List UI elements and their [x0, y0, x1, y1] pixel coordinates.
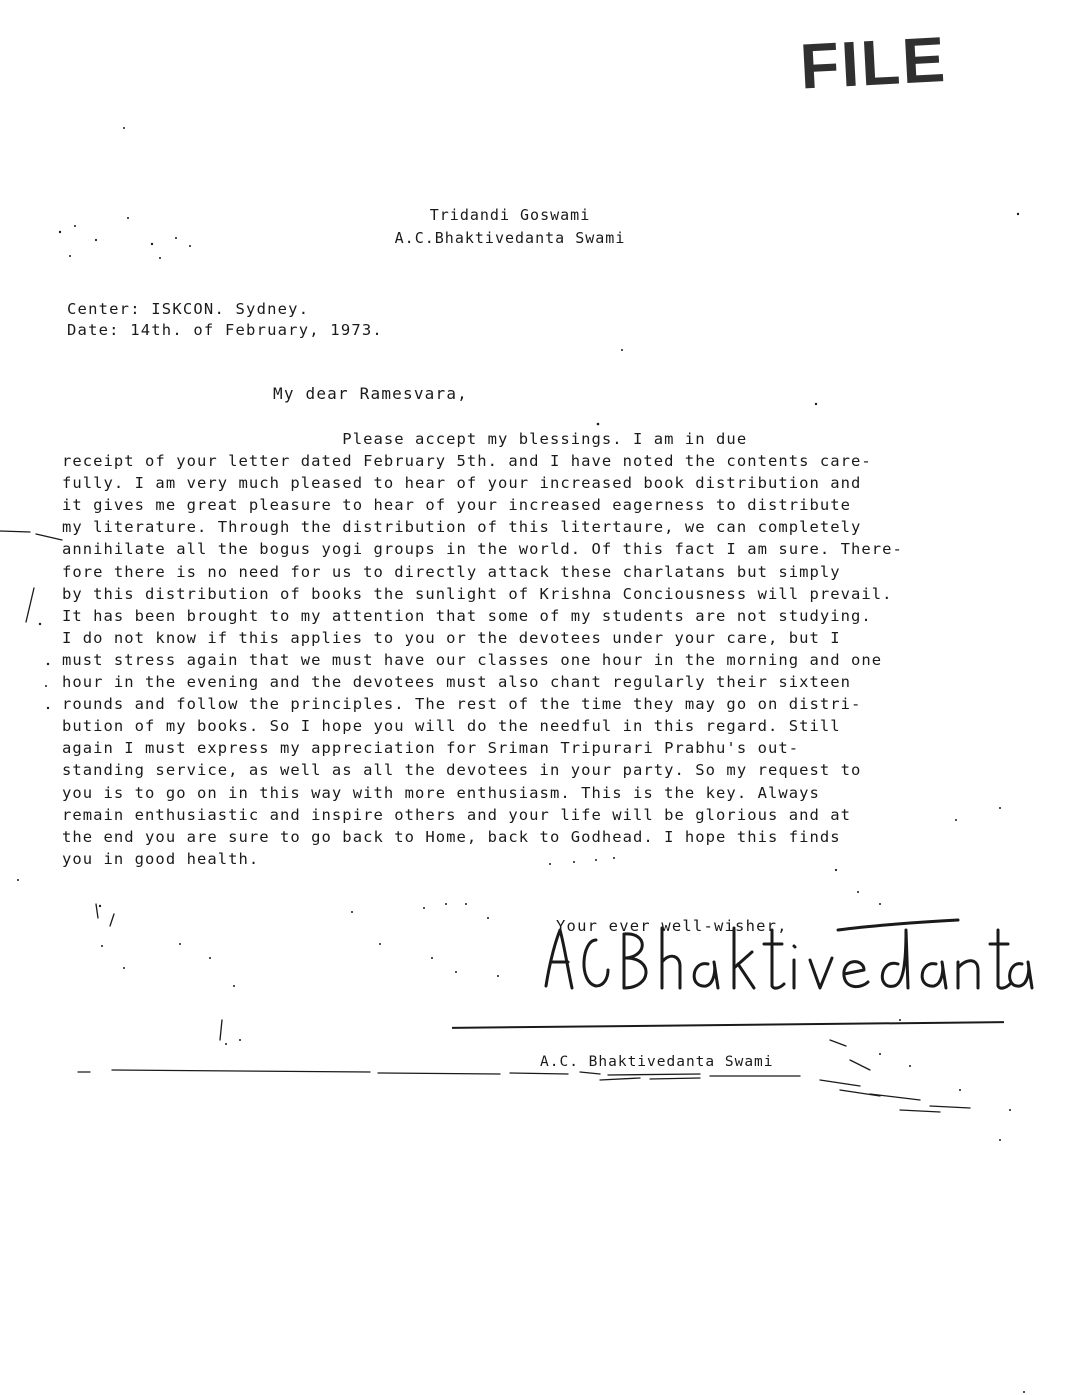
- body-line: Please accept my blessings. I am in due: [62, 430, 748, 448]
- body-line: bution of my books. So I hope you will do the needful in this regard. Still: [62, 717, 841, 736]
- body-line: standing service, as well as all the devotees in your party. So my request to: [62, 761, 862, 780]
- body-line: remain enthusiastic and inspire others and your life will be glorious and at: [62, 805, 852, 824]
- handwritten-signature: [538, 900, 1048, 1010]
- closing-line: Your ever well-wisher,: [556, 917, 788, 935]
- signer-name: A.C. Bhaktivedanta Swami: [540, 1054, 774, 1070]
- letter-body: [62, 428, 1022, 870]
- body-line: rounds and follow the principles. The rest of the time they may go on distri-: [62, 695, 862, 714]
- body-line: annihilate all the bogus yogi groups in the world. Of this fact I am sure. There-: [62, 540, 903, 559]
- body-line: by this distribution of books the sunlight of Krishna Conciousness will prevail.: [62, 584, 893, 603]
- body-line: you is to go on in this way with more enthusiasm. This is the key. Always: [62, 783, 820, 802]
- body-line: I do not know if this applies to you or the devotees under your care, but I: [62, 628, 841, 647]
- body-line: it gives me great pleasure to hear of your increased eagerness to distribute: [62, 496, 852, 515]
- body-line: my literature. Through the distribution of this litertaure, we can completely: [62, 518, 862, 537]
- body-line: It has been brought to my attention that some of my students are not studying.: [62, 606, 872, 625]
- letterhead: [340, 204, 680, 250]
- salutation: My dear Ramesvara,: [273, 384, 468, 403]
- body-line: fore there is no need for us to directly attack these charlatans but simply: [62, 562, 841, 581]
- body-line: you in good health.: [62, 849, 260, 868]
- letter-meta: [67, 299, 383, 341]
- center-line: Center: ISKCON. Sydney.: [67, 300, 310, 318]
- body-line: the end you are sure to go back to Home, back to Godhead. I hope this finds: [62, 827, 841, 846]
- body-line: receipt of your letter dated February 5th. and I have noted the contents care-: [62, 452, 872, 471]
- date-line: Date: 14th. of February, 1973.: [67, 321, 383, 339]
- body-line: must stress again that we must have our classes one hour in the morning and one: [62, 650, 883, 669]
- body-line: fully. I am very much pleased to hear of your increased book distribution and: [62, 474, 862, 493]
- letterhead-title: Tridandi Goswami: [429, 206, 591, 224]
- body-line: hour in the evening and the devotees must also chant regularly their sixteen: [62, 673, 852, 692]
- file-stamp-text: FILE: [798, 23, 949, 103]
- file-stamp: [798, 23, 949, 106]
- signature-rule: [452, 1021, 1004, 1029]
- letterhead-name: A.C.Bhaktivedanta Swami: [394, 229, 626, 247]
- body-line: again I must express my appreciation for Sriman Tripurari Prabhu's out-: [62, 739, 800, 758]
